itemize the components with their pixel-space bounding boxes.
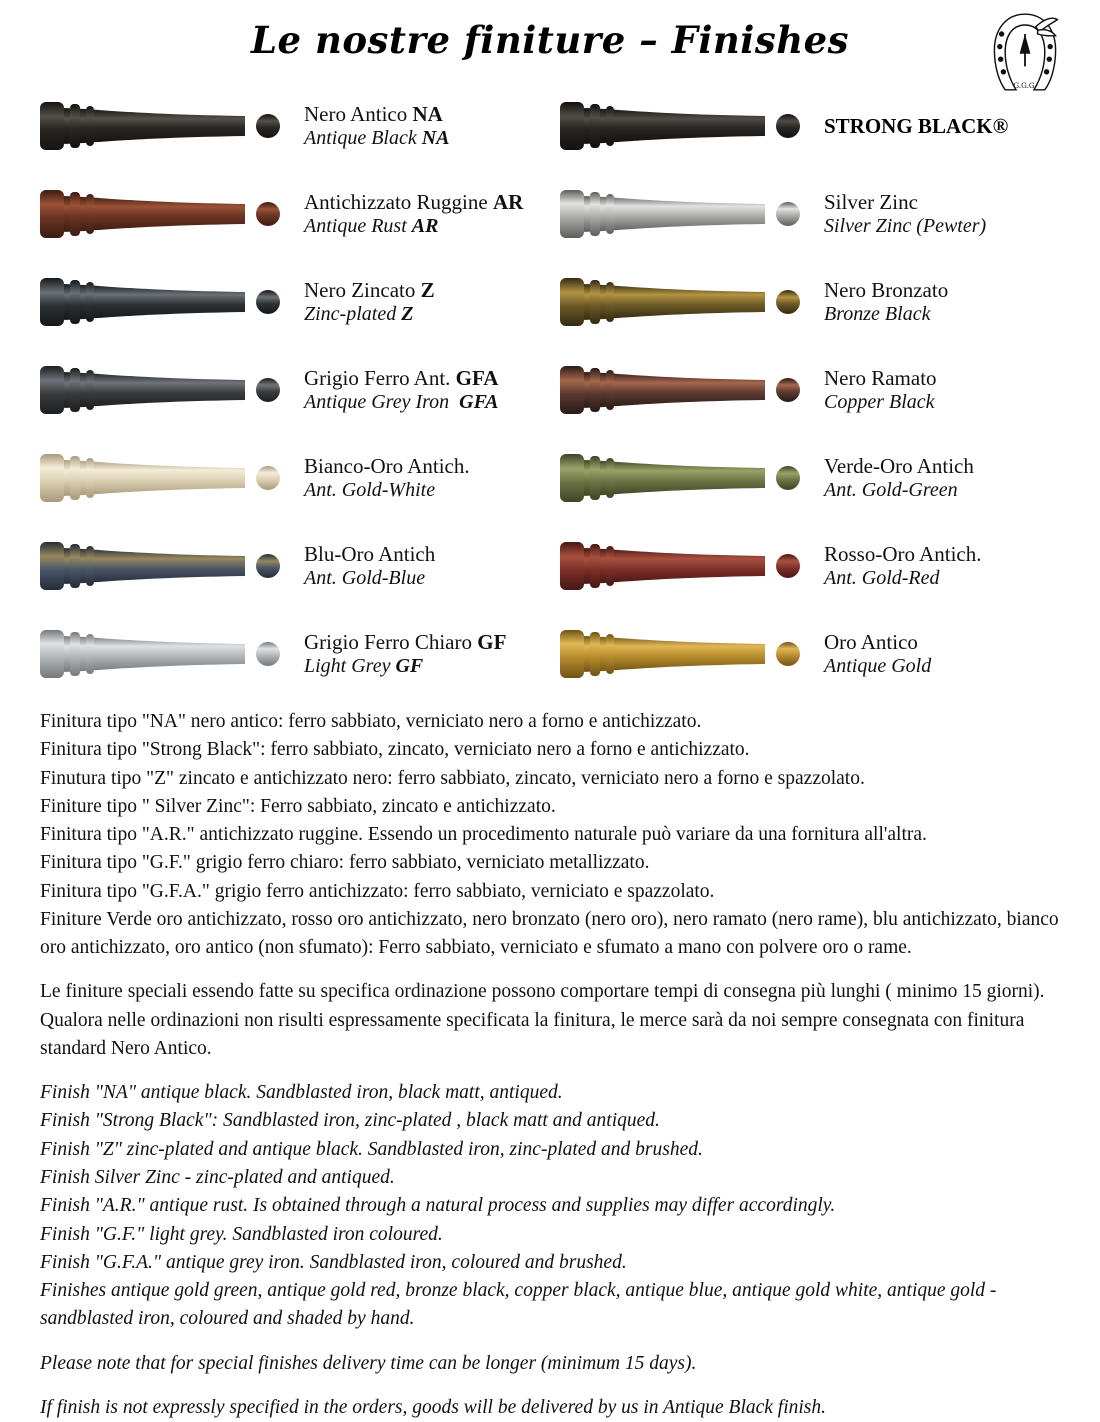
spindle-shape [30,350,280,430]
spacer [40,1378,1066,1394]
sample-swatch [550,526,800,606]
finish-name-en: Ant. Gold-Red [824,566,940,589]
description-italian [40,708,1066,962]
sample-swatch [30,438,280,518]
spindle-shape [30,262,280,342]
finish-name-en: Copper Black [824,390,935,413]
finish-labels [800,366,937,414]
finish-item-oro-antico [550,614,1074,694]
spindle-shape [550,526,800,606]
finish-row [26,82,1074,170]
finish-row [26,434,1074,522]
desc-line: Finitura tipo "G.F." grigio ferro chiaro: ferro sabbiato, verniciato metallizzato. [40,852,650,874]
spindle-shape [30,614,280,694]
finish-name-it: Bianco-Oro Antich. [304,453,470,478]
desc-line: Finishes antique gold green, antique gold red, bronze black, copper black, antique blue, antique gold white, antique gold - sandblasted iron, coloured and shaded by hand. [40,1280,997,1330]
notes-english [40,1350,1066,1422]
spacer [40,1334,1066,1350]
finish-name-it: Blu-Oro Antich [304,541,436,566]
finish-name-en: Ant. Gold-White [304,478,436,501]
spindle-shape [550,174,800,254]
finish-item-nero-ramato [550,350,1074,430]
finish-name-it: Nero Bronzato [824,277,949,302]
desc-line: Finiture tipo " Silver Zinc": Ferro sabbiato, zincato e antichizzato. [40,795,556,817]
finish-item-blu-oro [26,526,550,606]
finish-name-strong: STRONG BLACK® [824,113,1009,138]
finish-item-nero-antico [26,86,550,166]
finish-labels [280,366,498,414]
finish-name-en: Silver Zinc (Pewter) [824,214,987,237]
spindle-shape [30,174,280,254]
finish-row [26,610,1074,698]
desc-line: Finish "A.R." antique rust. Is obtained through a natural process and supplies may differ accordingly. [40,1195,836,1217]
sample-swatch [550,350,800,430]
spindle-shape [30,526,280,606]
finish-row [26,522,1074,610]
finish-labels [280,278,435,326]
desc-line: Finish "Strong Black": Sandblasted iron, zinc-plated , black matt and antiqued. [40,1110,660,1132]
desc-line: Finitura tipo "NA" nero antico: ferro sabbiato, verniciato nero a forno e antichizzato. [40,711,702,732]
finish-labels [800,114,1008,139]
finish-name-en: Ant. Gold-Green [824,478,958,501]
finish-name-it: Oro Antico [824,629,918,654]
svg-text:G.G.G.: G.G.G. [1013,81,1037,91]
spindle-shape [550,86,800,166]
finish-name-en: Light Grey GF [304,654,424,677]
finish-name-en: Ant. Gold-Blue [304,566,426,589]
finish-item-silver-zinc [550,174,1074,254]
finish-row [26,346,1074,434]
notes-italian [40,978,1066,1063]
desc-line: Finish Silver Zinc - zinc-plated and antiqued. [40,1166,395,1188]
finishes-grid [0,82,1100,698]
finish-item-strong-black [550,86,1074,166]
desc-line: Finish "G.F.A." antique grey iron. Sandblasted iron, coloured and brushed. [40,1251,627,1273]
finish-name-en: Bronze Black [824,302,931,325]
finish-name-it: Grigio Ferro Chiaro GF [304,629,507,654]
desc-line: Finiture Verde oro antichizzato, rosso oro antichizzato, nero bronzato (nero oro), nero ramato (nero rame), blu antichizzato, bianco oro antichizzato, oro antico (non sfumato): Ferro sabbiato, verniciato e sfumato a mano con polvere oro o rame. [40,908,1059,959]
desc-line: Finitura tipo "A.R." antichizzato ruggine. Essendo un procedimento naturale può variare da una fornitura all'altra. [40,824,927,846]
spindle-shape [550,438,800,518]
finish-labels [280,630,506,678]
finish-labels [280,454,470,502]
desc-line: Finish "G.F." light grey. Sandblasted iron coloured. [40,1223,443,1245]
sample-swatch [30,262,280,342]
finish-row [26,258,1074,346]
sample-swatch [30,350,280,430]
sample-swatch [550,614,800,694]
description-english [40,1079,1066,1333]
finish-item-rosso-oro [550,526,1074,606]
finish-name-it: Grigio Ferro Ant. GFA [304,365,499,390]
sample-swatch [550,438,800,518]
spacer [40,1063,1066,1079]
finish-labels [800,630,931,678]
finish-name-it: Rosso-Oro Antich. [824,541,982,566]
finish-name-en: Antique Gold [824,654,932,677]
finish-name-it: Verde-Oro Antich [824,453,974,478]
page-header [0,0,1100,91]
spindle-shape [30,86,280,166]
finish-name-en: Antique Black NA [304,126,450,149]
description-block [0,698,1100,1422]
finish-labels [800,278,948,326]
finish-labels [800,542,982,590]
sample-swatch [550,86,800,166]
finish-labels [280,102,450,150]
note-line: Please note that for special finishes delivery time can be longer (minimum 15 days). [40,1352,697,1374]
page-title: Le nostre finiture – Finishes [251,18,849,62]
desc-line: Finitura tipo "G.F.A." grigio ferro antichizzato: ferro sabbiato, verniciato e spazzolato. [40,880,715,902]
finish-item-bianco-oro [26,438,550,518]
finish-labels [280,542,435,590]
finish-item-grigio-ferro-antico [26,350,550,430]
spacer [40,962,1066,978]
spindle-shape [30,438,280,518]
finish-item-verde-oro [550,438,1074,518]
finish-labels [280,190,523,238]
spindle-shape [550,614,800,694]
finish-labels [800,190,986,238]
spindle-shape [550,262,800,342]
desc-line: Finitura tipo "Strong Black": ferro sabbiato, zincato, verniciato nero a forno e antichizzato. [40,739,750,761]
sample-swatch [30,86,280,166]
sample-swatch [30,174,280,254]
finish-name-it: Nero Zincato Z [304,277,435,302]
note-line: Qualora nelle ordinazioni non risulti espressamente specificata la finitura, le merce sarà da noi sempre consegnata con finitura standard Nero Antico. [40,1009,1025,1059]
finish-name-en: Antique Rust AR [304,214,439,237]
finish-name-en: Antique Grey Iron GFA [304,390,499,413]
note-line: Le finiture speciali essendo fatte su specifica ordinazione possono comportare tempi di consegna più lunghi ( minimo 15 giorni). [40,981,1045,1003]
finish-item-antichizzato-ruggine [26,174,550,254]
sample-swatch [30,614,280,694]
note-line: If finish is not expressly specified in the orders, goods will be delivered by us in Antique Black finish. [40,1396,827,1418]
desc-line: Finutura tipo "Z" zincato e antichizzato nero: ferro sabbiato, zincato, verniciato nero a forno e spazzolato. [40,767,865,789]
finish-item-nero-zincato [26,262,550,342]
finish-name-it: Nero Ramato [824,365,937,390]
sample-swatch [550,262,800,342]
finish-row [26,170,1074,258]
finish-item-nero-bronzato [550,262,1074,342]
finish-item-grigio-ferro-chiaro [26,614,550,694]
finish-labels [800,454,974,502]
spindle-shape [550,350,800,430]
finish-name-it: Nero Antico NA [304,101,443,126]
sample-swatch [30,526,280,606]
finish-name-it: Silver Zinc [824,189,918,214]
finish-name-it: Antichizzato Ruggine AR [304,189,524,214]
sample-swatch [550,174,800,254]
desc-line: Finish "Z" zinc-plated and antique black. Sandblasted iron, zinc-plated and brushed. [40,1138,703,1160]
finish-name-en: Zinc-plated Z [304,302,414,325]
desc-line: Finish "NA" antique black. Sandblasted iron, black matt, antiqued. [40,1082,563,1104]
